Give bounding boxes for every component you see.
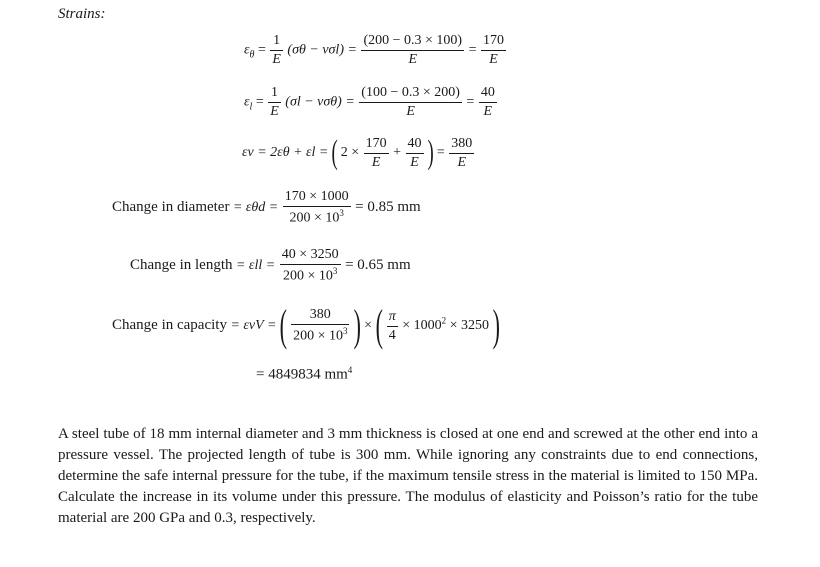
den-base: 200 × 10 (282, 268, 333, 284)
diameter-fraction (283, 190, 351, 226)
volumetric-lhs: εv = 2εθ + εl = (242, 145, 329, 161)
denominator: E (371, 154, 381, 170)
length-label: Change in length (130, 257, 233, 274)
left-paren: ( (279, 301, 287, 350)
substitution-fraction (359, 86, 462, 119)
numerator: (100 − 0.3 × 200) (359, 86, 462, 103)
epsilon-symbol: ε (244, 94, 250, 110)
fraction-40 (406, 137, 424, 170)
capacity-final-result (256, 366, 352, 383)
length-fraction (280, 248, 341, 284)
one-over-e (268, 86, 281, 119)
numerator: π (387, 310, 398, 327)
pi-over-four (387, 310, 398, 343)
left-paren: ( (331, 134, 338, 171)
two-times: 2 × (340, 145, 360, 161)
denominator: E (483, 104, 493, 119)
equation-volumetric-strain: εv = 2εθ + εl = ( 2 × $\frac{170}{E}$ + $\frac{40}{E}$ ) = $\frac{380}{E}$ (242, 134, 473, 171)
equation-hoop-strain: $\varepsilon_\theta$ = $\frac{1}{E}$ (σθ − νσl) = $\frac{(200 - 0.3 \times 100)}{E}$ = $\frac{170}{E}$ (244, 33, 504, 67)
stress-expression: (σl − νσθ) = (285, 94, 355, 110)
denominator: E (410, 154, 419, 170)
denominator (280, 265, 341, 284)
subscript: l (249, 101, 253, 113)
den-exponent: 3 (342, 326, 348, 337)
equation-longitudinal-strain: $\varepsilon_l$ = $\frac{1}{E}$ (σl − νσθ) = $\frac{(100 - 0.3 \times 200)}{E}$ = $\frac{40}{E}$ (244, 85, 495, 119)
numerator: 170 (481, 34, 506, 51)
section-heading: Strains: (58, 6, 106, 22)
final-exponent: 4 (347, 365, 353, 375)
numerator: 1 (268, 86, 281, 103)
result-fraction (481, 34, 506, 67)
one-over-e (270, 34, 283, 67)
den-exponent: 3 (332, 266, 338, 276)
result-fraction (449, 137, 474, 170)
denominator (283, 207, 351, 226)
fraction-170 (364, 137, 389, 170)
diameter-expression: = εθd = (232, 200, 279, 216)
den-base: 200 × 10 (293, 328, 343, 344)
numerator: (200 − 0.3 × 100) (361, 34, 464, 51)
epsilon-symbol: ε (244, 42, 250, 58)
exponent: 2 (441, 315, 447, 326)
den-base: 200 × 10 (289, 210, 340, 226)
final-value: = 4849834 mm (256, 366, 348, 383)
length-result: = 0.65 mm (345, 257, 411, 274)
numerator: 40 × 3250 (280, 248, 341, 265)
denominator: 4 (388, 327, 396, 343)
length-term: × 3250 (446, 318, 490, 334)
left-paren-2: ( (375, 301, 383, 350)
diameter-squared: × 1000 (402, 318, 442, 334)
problem-statement: A steel tube of 18 mm internal diameter and 3 mm thickness is closed at one end and screwed at the other end into a pressure vessel. The projected length of tube is 300 mm. While ignoring any constraints due to end connections, determine the safe internal pressure for the tube, if the maximum tensile stress in the material is limited to 150 MPa. Calculate the increase in its volume under this pressure. The modulus of elasticity and Poisson’s ratio for the tube material are 200 GPa and 0.3, respectively. (58, 426, 758, 526)
capacity-fraction (291, 308, 349, 344)
diameter-label: Change in diameter (112, 199, 230, 216)
numerator: 40 (406, 137, 424, 154)
denominator: E (457, 154, 467, 170)
capacity-label: Change in capacity (112, 317, 227, 334)
numerator: 40 (479, 86, 497, 103)
numerator: 380 (449, 137, 474, 154)
numerator: 170 (364, 137, 389, 154)
numerator: 170 × 1000 (283, 190, 351, 207)
denominator: E (272, 52, 281, 67)
denominator (291, 325, 349, 344)
right-paren: ) (353, 301, 361, 350)
times-sign: × (364, 318, 373, 334)
change-in-diameter (112, 190, 421, 226)
denominator: E (406, 104, 415, 119)
denominator: E (408, 52, 418, 67)
substitution-fraction (361, 34, 464, 67)
length-expression: = εll = (235, 258, 276, 274)
change-in-length (130, 248, 411, 284)
denominator: E (270, 104, 279, 119)
right-paren: ) (427, 134, 434, 171)
capacity-expression: = εvV = (230, 318, 277, 334)
numerator: 1 (270, 34, 283, 51)
change-in-capacity (112, 301, 500, 350)
den-exponent: 3 (339, 208, 344, 218)
subscript: θ (249, 49, 255, 61)
diameter-result: = 0.85 mm (355, 199, 421, 216)
numerator: 380 (291, 308, 349, 325)
stress-expression: (σθ − νσl) = (287, 42, 357, 58)
plus-sign: + (393, 145, 402, 161)
right-paren-2: ) (492, 301, 500, 350)
denominator: E (489, 52, 498, 67)
result-fraction (479, 86, 497, 119)
